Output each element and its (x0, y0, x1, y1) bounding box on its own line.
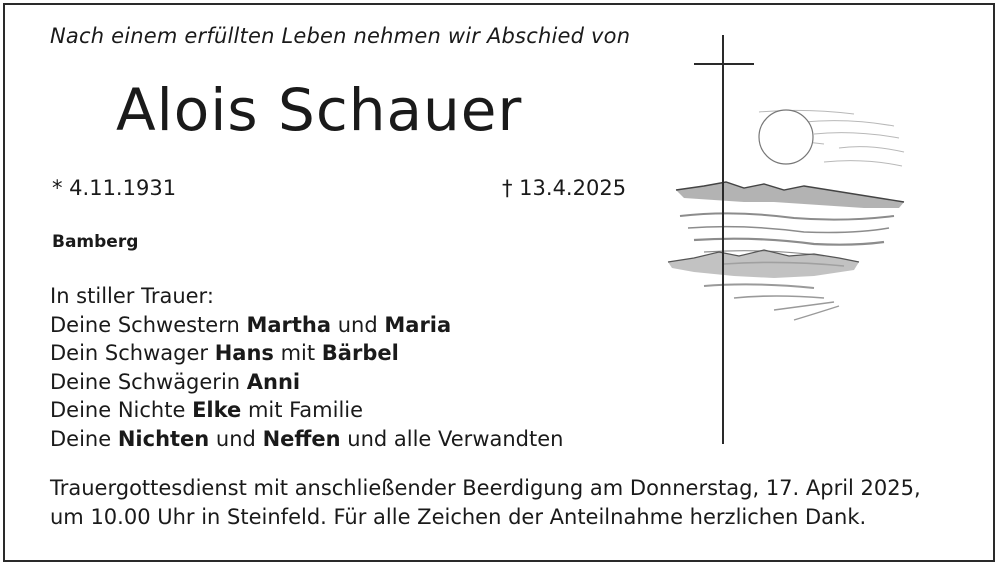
mourner-line (50, 425, 563, 454)
mourner-text: mit Familie (241, 398, 364, 422)
service-info (50, 474, 921, 532)
mourner-name: Anni (246, 369, 301, 394)
birth-date: * 4.11.1931 (52, 176, 177, 200)
service-line-2: um 10.00 Uhr in Steinfeld. Für alle Zeichen der Anteilnahme herzlichen Dank. (50, 505, 867, 529)
mourner-name: Elke (192, 398, 242, 422)
death-date: † 13.4.2025 (502, 176, 627, 200)
mourner-text: Deine Nichte (50, 398, 193, 422)
mourner-text: Deine Schwestern (50, 312, 247, 337)
mourner-line (50, 396, 563, 425)
cross-landscape-icon (664, 30, 914, 448)
mourner-name: Martha (246, 312, 332, 337)
mourner-text: und (331, 312, 385, 337)
service-line-1: Trauergottesdienst mit anschließender Beerdigung am Donnerstag, 17. April 2025, (50, 476, 921, 500)
mourner-text: Dein Schwager (50, 341, 215, 365)
mourners-heading: In stiller Trauer: (50, 284, 214, 308)
mourner-name: Bärbel (321, 341, 399, 365)
mourner-name: Neffen (262, 426, 341, 451)
intro-text: Nach einem erfüllten Leben nehmen wir Abschied von (50, 24, 631, 48)
mourners-list (50, 282, 563, 453)
mourner-line (50, 368, 563, 397)
mourner-line (50, 311, 563, 340)
mourner-text: und alle Verwandten (340, 426, 564, 451)
deceased-name: Alois Schauer (116, 76, 523, 144)
mourner-name: Hans (214, 341, 274, 365)
mourner-name: Maria (384, 312, 452, 337)
mourner-line (50, 339, 563, 368)
mourner-name: Nichten (117, 426, 210, 451)
mourner-text: mit (273, 341, 322, 365)
place-name: Bamberg (52, 232, 139, 252)
mourner-text: Deine Schwägerin (50, 369, 247, 394)
mourner-text: Deine (50, 426, 118, 451)
mourner-text: und (209, 426, 263, 451)
